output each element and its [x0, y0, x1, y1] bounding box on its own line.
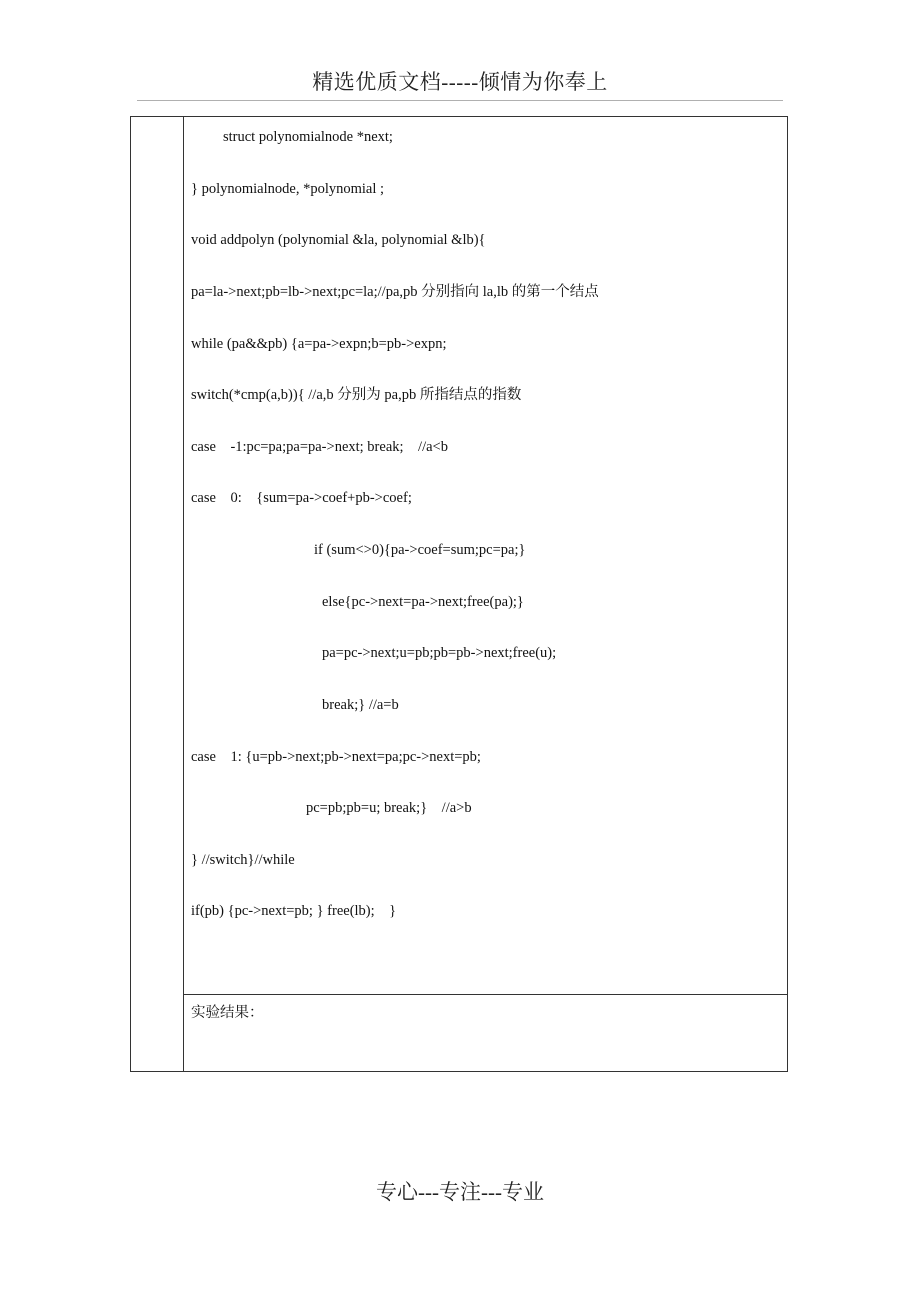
code-cell	[184, 117, 787, 994]
code-line: pa=pc->next;u=pb;pb=pb->next;free(u);	[322, 645, 557, 661]
code-line: case 1: {u=pb->next;pb->next=pa;pc->next=pb;	[191, 749, 481, 765]
code-line: } //switch}//while	[191, 852, 295, 868]
code-line: if (sum<>0){pa->coef=sum;pc=pa;}	[314, 542, 526, 558]
code-line: struct polynomialnode *next;	[223, 129, 393, 145]
header-rule	[137, 100, 783, 101]
code-line: case 0: {sum=pa->coef+pb->coef;	[191, 490, 412, 506]
result-label: 实验结果：	[191, 1005, 264, 1021]
page-header-title: 精选优质文档-----倾情为你奉上	[312, 70, 608, 94]
code-line: else{pc->next=pa->next;free(pa);}	[322, 594, 524, 610]
left-label-column	[131, 117, 184, 1071]
row-divider	[184, 994, 787, 995]
code-line: pa=la->next;pb=lb->next;pc=la;//pa,pb 分别指向 la,lb 的第一个结点	[191, 284, 599, 300]
code-line: pc=pb;pb=u; break;} //a>b	[306, 800, 472, 816]
lab-report-table	[130, 116, 788, 1072]
code-line: while (pa&&pb) {a=pa->expn;b=pb->expn;	[191, 336, 447, 352]
code-line: case -1:pc=pa;pa=pa->next; break; //a<b	[191, 439, 448, 455]
code-line: } polynomialnode, *polynomial ;	[191, 181, 385, 197]
code-line: if(pb) {pc->next=pb; } free(lb); }	[191, 903, 397, 919]
code-line: void addpolyn (polynomial &la, polynomial &lb){	[191, 232, 486, 248]
code-line: break;} //a=b	[322, 697, 399, 713]
page-footer: 专心---专注---专业	[376, 1180, 544, 1204]
code-line: switch(*cmp(a,b)){ //a,b 分别为 pa,pb 所指结点的指数	[191, 387, 522, 403]
